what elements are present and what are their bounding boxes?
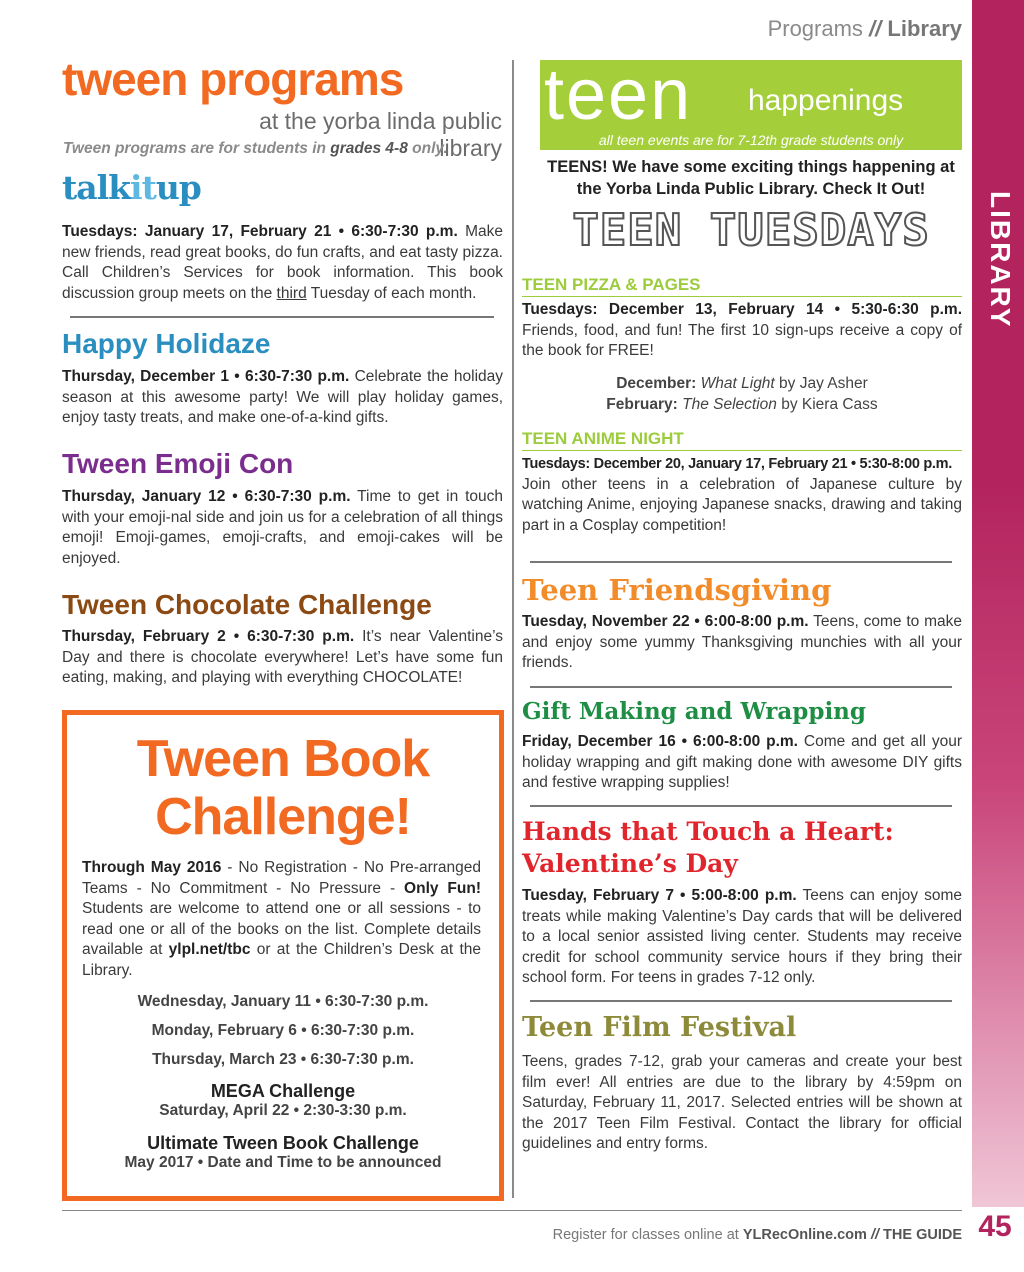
book-challenge-sessions (67, 993, 499, 1080)
page-header (700, 16, 962, 42)
pizza-pages-description: Tuesdays: December 13, February 14 • 5:30-6:30 p.m. Friends, food, and fun! The first 10 sign-ups receive a copy of the book for FREE! (522, 301, 962, 359)
book-challenge-description: Through May 2016 - No Registration - No Pre-arranged Teams - No Commitment - No Pressure - Only Fun! Students are welcome to attend one or all sessions - to read one or all of the books on the list. Complete details available at ylpl.net/tbc or at the Children’s Desk at the Library. (82, 859, 481, 979)
pizza-pages-title: TEEN PIZZA & PAGES (522, 275, 701, 294)
header-section: Programs (767, 16, 863, 41)
gift-making-description: Friday, December 16 • 6:00-8:00 p.m. Come and get all your holiday wrapping and gift making done with awesome DIY gifts and festive wrapping supplies! (522, 733, 962, 791)
teen-banner-big: teen (544, 55, 693, 135)
side-tab-label: LIBRARY (985, 191, 1016, 329)
mega-challenge-date: Saturday, April 22 • 2:30-3:30 p.m. (159, 1102, 407, 1119)
divider (70, 316, 494, 318)
talkitup-title: talkitup (62, 168, 201, 207)
anime-night-description: Tuesdays: December 20, January 17, February 21 • 5:30-8:00 p.m. Join other teens in a celebration of Japanese culture by watching Anime, enjoying Japanese snacks, drawing and taking part in a Cosplay competition! (522, 456, 962, 534)
teen-tuesdays-logo: TEEN TUESDAYS (572, 205, 930, 256)
header-separator: // (869, 16, 882, 41)
book-challenge-title: Tween Book Challenge! (136, 730, 430, 846)
happy-holidaze-description: Thursday, December 1 • 6:30-7:30 p.m. Celebrate the holiday season at this awesome party! We will play holiday games, enjoy tasty treats, and make one-of-a-kind gifts. (62, 368, 503, 426)
valentines-title: Hands that Touch a Heart: Valentine’s Day (522, 817, 894, 878)
divider (530, 805, 952, 807)
pizza-pages-books (522, 373, 962, 415)
chocolate-challenge-description: Thursday, February 2 • 6:30-7:30 p.m. It’s near Valentine’s Day and there is chocolate everywhere! Let’s have some fun eating, making, and playing with everything CHOCOLATE! (62, 628, 503, 686)
teen-intro: TEENS! We have some exciting things happening at the Yorba Linda Public Library. Check It Out! (547, 158, 955, 198)
ultimate-challenge-title: Ultimate Tween Book Challenge (147, 1133, 419, 1153)
header-subsection: Library (887, 16, 962, 41)
session-item: Wednesday, January 11 • 6:30-7:30 p.m. (137, 993, 429, 1010)
chocolate-challenge-title: Tween Chocolate Challenge (62, 589, 432, 620)
divider (522, 296, 962, 297)
teen-banner-note: all teen events are for 7-12th grade students only (598, 132, 904, 148)
side-tab (972, 0, 1024, 1207)
divider (530, 1000, 952, 1002)
valentines-description: Tuesday, February 7 • 5:00-8:00 p.m. Teens can enjoy some treats while making Valentine’s Day cards that will be delivered to a local senior assisted living center. Students may receive credit for school community service hours if they bring their school form. For teens in grades 7-12 only. (522, 887, 962, 986)
tween-title: tween programs (62, 53, 404, 105)
tween-note: Tween programs are for students in grades 4-8 only. (63, 140, 448, 157)
column-divider (512, 60, 514, 1198)
mega-challenge (67, 1081, 499, 1120)
divider (522, 450, 962, 451)
book-december: December: What Light by Jay Asher (616, 375, 868, 392)
ultimate-challenge (67, 1133, 499, 1172)
film-festival-title: Teen Film Festival (522, 1012, 797, 1043)
talkitup-description: Tuesdays: January 17, February 21 • 6:30-7:30 p.m. Make new friends, read great books, do fun crafts, and eat tasty pizza. Call Children’s Services for book information. This book discussion group meets on the third Tuesday of each month. (62, 223, 503, 302)
session-item: Thursday, March 23 • 6:30-7:30 p.m. (152, 1051, 414, 1068)
friendsgiving-title: Teen Friendsgiving (522, 573, 832, 607)
page-number: 45 (978, 1210, 1012, 1243)
book-february: February: The Selection by Kiera Cass (606, 396, 878, 413)
ultimate-challenge-date: May 2017 • Date and Time to be announced (124, 1154, 442, 1171)
film-festival-description: Teens, grades 7-12, grab your cameras and create your best film ever! All entries are due to the library by 4:59pm on Saturday, February 11, 2017. Selected entries will be shown at the 2017 Teen Film Festival. Contact the library for official guidelines and entry forms. (522, 1053, 962, 1152)
divider (530, 686, 952, 688)
footer: Register for classes online at YLRecOnline.com // THE GUIDE (552, 1227, 962, 1243)
footer-link[interactable]: YLRecOnline.com (742, 1227, 867, 1243)
gift-making-title: Gift Making and Wrapping (522, 698, 866, 725)
teen-banner-small: happenings (748, 84, 904, 117)
happy-holidaze-title: Happy Holidaze (62, 328, 271, 359)
emoji-con-title: Tween Emoji Con (62, 448, 294, 479)
divider (530, 561, 952, 563)
emoji-con-description: Thursday, January 12 • 6:30-7:30 p.m. Time to get in touch with your emoji-nal side and join us for a celebration of all things emoji! Emoji-games, emoji-crafts, and emoji-cakes will be enjoyed. (62, 488, 503, 567)
anime-night-title: TEEN ANIME NIGHT (522, 429, 684, 448)
friendsgiving-description: Tuesday, November 22 • 6:00-8:00 p.m. Teens, come to make and enjoy some yummy Thanksgiving munchies with all your friends. (522, 613, 962, 671)
footer-rule (62, 1210, 962, 1211)
tween-subtitle: at the yorba linda public library (259, 108, 502, 161)
session-item: Monday, February 6 • 6:30-7:30 p.m. (151, 1022, 415, 1039)
mega-challenge-title: MEGA Challenge (210, 1081, 356, 1101)
